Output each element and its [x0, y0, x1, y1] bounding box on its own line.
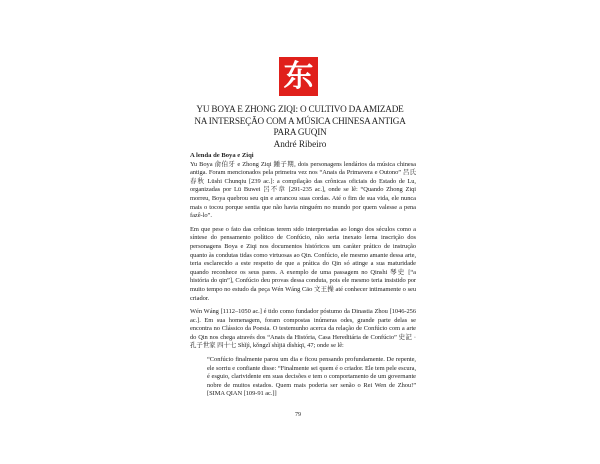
- paragraph: Wén Wáng [1112–1050 ac.] é tido como fundador póstumo da Dinastia Zhou [1046-256 ac.]. Em sua homenagem, foram compostas inúmeras odes, grande parte delas se encontra no Clássico da Poesia. O testemunho acerca da relação de Confúcio com a arte do Qin nos chega através dos “Anais da História, Casa Hereditária de Confúcio” 史記 · 孔子世家 四十七 Shǐjì, kǒngzǐ shìjiā dìshíqī, 47; onde se lê:: [190, 308, 416, 350]
- article-title: [150, 104, 450, 139]
- section-heading: A lenda de Boya e Ziqi: [190, 152, 254, 159]
- block-quote: “Confúcio finalmente parou um dia e ficou pensando profundamente. De repente, ele sorriu e confiante disse: “Finalmente sei quem é o criador. Ele tem pele escura, é esguio, clarividente em suas decisões e tem o comportamento de um governante nobre de muitos estados. Quem mais poderia ser senão o Rei Wen de Zhou!” [SIMA QIAN [109-91 ac.]]: [207, 356, 416, 398]
- title-line: YU BOYA E ZHONG ZIQI: O CULTIVO DA AMIZADE: [196, 104, 404, 114]
- author-name: André Ribeiro: [273, 139, 327, 149]
- page-number: 79: [295, 412, 301, 419]
- paragraph: Em que pese o fato das crônicas terem sido interpretadas ao longo dos séculos como a síntese do pensamento político de Confúcio, não seria inexato lerna inscrição dos personagens Boya e Ziqi nos documentos históricos um caráter prático de instrução quanto às condutas tidas como virtuosas ao Qin. Confúcio, ele mesmo amante dessa arte, teria esclarecido a este respeito de que a prática do Qin só atinge a sua maturidade quando reconhece os seus pares. A exemplo de uma passagem no Qinshi 琴史 [“a história do qin”], Confúcio deu provas dessa conduta, pois ele mesmo teria insistido por muito tempo no estudo da peça Wén Wáng Cāo 文王操 até conhecer intimamente o seu criador.: [190, 225, 416, 302]
- logo-glyph: 东: [283, 58, 314, 94]
- title-line: PARA GUQIN: [273, 127, 327, 137]
- journal-logo: [279, 57, 318, 96]
- paragraph: Yu Boya 俞伯牙 e Zhong Ziqi 鍾子期, dois personagens lendários da música chinesa antiga. Foram mencionados pela primeira vez nos “Anais da Primavera e Outono” 呂氏春秋 Lüshi Chunqiu [239 ac.]: a compilação das crônicas oficiais do Estado de Lu, organizadas por Lü Buwei 呂不韋 [291-235 ac.], onde se lê: “Quando Zhong Ziqi morreu, Boya quebrou seu qin e arrancou suas cordas. Até o fim de sua vida, ele nunca mais o tocou porque sentia que não havia ninguém no mundo por quem valesse a pena fazê-lo”.: [190, 160, 416, 220]
- article-body: [190, 152, 416, 419]
- title-line: NA INTERSEÇÃO COM A MÚSICA CHINESA ANTIGA: [194, 115, 406, 126]
